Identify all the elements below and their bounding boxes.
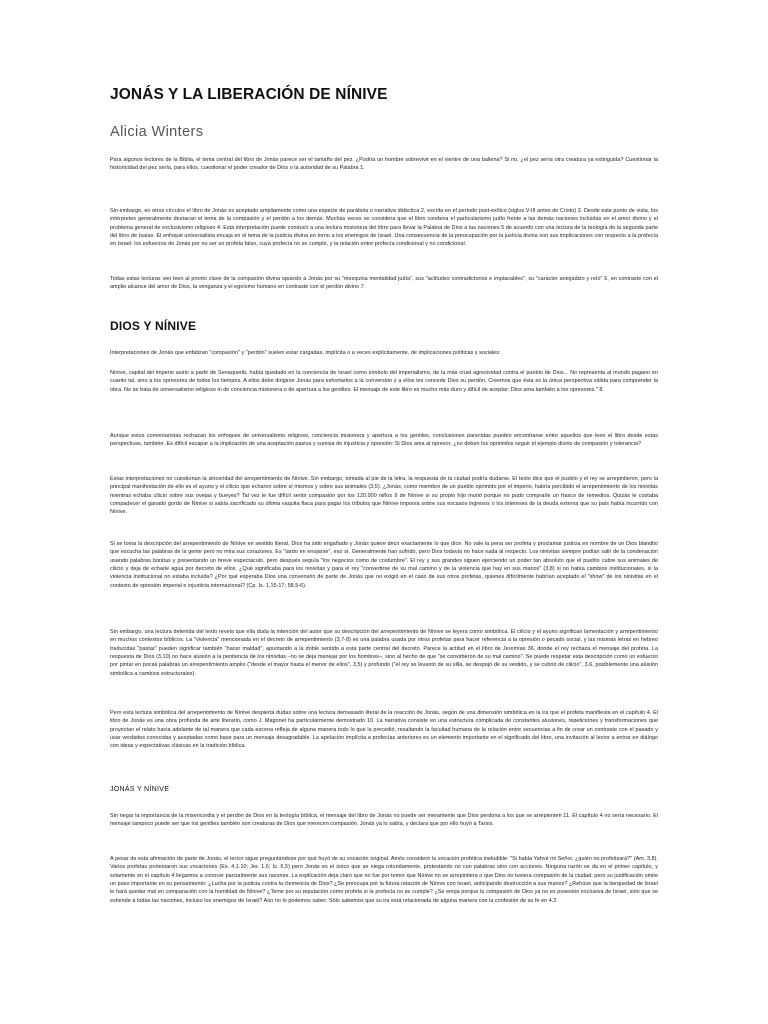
paragraph-repentance: Estas interpretaciones no cuestionan la sinceridad del arrepentimiento de Nínive. Sin embargo, tomada al pie de la letra, la respuesta de la ciudad podría dudarse. El texto dice que el pueblo y el rey se arrepintieron, pero la principal manifestación de ello es el ayuno y el cilicio que echaron sobre sí mismos y sobre sus animales (3,5). ¿Jonás, como miembro de un pueblo oprimido por el imperio, habría percibido el arrepentimiento de los ninivitas mientras echaba cilicio sobre sus ovejas y bueyes? Tal vez le fue difícil sentir compasión por los 120.000 niños 9 de Nínive si su propio hijo murió porque no pudo comprarle un frasco de remedios. Quizás le costaba compadecer el ganado gordo de Nínive si sabía sacrificado su última vaquita flaca para pagar los tributos que Nínive imponía sobre sus escasos ingresos o los intereses de la deuda externa que su país había incurrido con Nínive. — [110, 476, 658, 516]
paragraph-intro: Para algunos lectores de la Biblia, el tema central del libro de Jonás parece ser el tamaño del pez. ¿Podría un hombre sobrevivir en el vientre de una ballena? Si no, ¿el pez sería otra creatura ya extinguida? Cuestionar la historicidad del pez sería, para ellos, cuestionar el poder creador de Dios o la autoridad de su Palabra 1. — [110, 157, 658, 172]
section-heading-jonas-y-ninive: JONÁS Y NÍNIVE — [110, 786, 170, 793]
paragraph-vocation: A pesar de esta afirmación de parte de Jonás, el lector sigue preguntándose por qué huyó de su vocación original. Amós consideró la vocación profética ineludible: "Si habla Yahvé mi Señor, ¿quién no profetizará?" (Am. 3,8). Varios profetas protestaron sus vocaciones (Ex. 4,1.10; Jer. 1,6; Is. 6,5) pero Jonás es el único que se niega rotundamente, protestando no con palabras sino con acciones. Ninguna razón se da en el primer capítulo, y solamente en el capítulo 4 llegamos a conocer parcialmente sus razones. La explicación deja claro que no fue por temor que Nínive no se arrepintiera o que Dios no tuviera compasión de la ciudad, pero su justificación omite un paso importante en su pensamiento: ¿Lucha por la justicia contra la clemencia de Dios? ¿Se preocupa por la futura relación de Nínive con Israel, anticipando destrucción a sus manos? ¿Rehúse que la tierquedad de Israel le hará quedar mal en comparación con la humildad de Nínive? ¿Teme por su reputación como profeta si la profecía no se cumple? ¿Se enoja porque la compasión de Dios ya no es posesión exclusiva de Israel, sino que se extiende a todas las naciones, incluso los enemigos de Israel? Aún no lo podemos saber. Sólo sabemos que su ira está relacionada de alguna manera con la confesión de su fe en 4,2. — [110, 856, 658, 904]
paragraph-commentators: Aunque estos comentaristas rechazan los enfoques de universalismo religioso, conciencia misionera y apertura a los gentiles, conclusiones parecidas pueden encontrarse entre aquellos que leen el libro desde estas perspectivas, también. Es difícil escapar a la implicación de una aceptación pasiva y sumisa de injusticia y opresión: Si Dios ama al opresor, ¿no deben los oprimidos seguir el ejemplo divino de compasión y tolerancia? — [110, 433, 658, 448]
document-title: JONÁS Y LA LIBERACIÓN DE NÍNIVE — [110, 86, 388, 103]
section-heading-dios-y-ninive: DIOS Y NÍNIVE — [110, 319, 197, 333]
paragraph-political: Interpretaciones de Jonás que enfatizan "compasión" y "perdón" suelen estar cargadas, implícita o a veces explícitamente, de implicaciones políticas y sociales: — [110, 350, 501, 356]
paragraph-symbolic-reading: Sin embargo, una lectura detenida del texto revela que ella duda la intención del autor que su descripción del arrepentimiento de Nínive se leyera como simbólica. El cilicio y el ayuno significan lamentación y arrepentimiento en muchos contextos bíblicos. La "violencia" mencionada en el decreto de arrepentimiento (3,7-8) es una palabra usada por otros profetas para hacer referencia a la opresión o pecado social, y las mismas letras en hebreo traducidas "pastar" pueden significar también "hacer maldad", apuntando a la doble sentido a esta parte central del decreto. Parece la actitud en el libro de Jeremías 36, donde el rey rechaza el mensaje del profeta. La respuesta de Dios (3,10) no hace alusión a la penitencia de los ninivitas –no se deja manejar por los hombres–, sino al hecho de que "se convirtieron de su mal camino". Se puede respetar esta descripción como un esfuerzo por pintar en pocas palabras un arrepentimiento amplio ("desde el mayor hasta el menor de ellos", 3,5) y profundo ("el rey se levantó de su silla, se despojó de su vestido, y se cubrió de cilicio", 3,6, posiblemente una alusión simbólica a cambios estructurales). — [110, 629, 658, 677]
paragraph-literal-reading: Si se toma la descripción del arrepentimiento de Nínive en sentido literal, Dios ha sido engañado y Jonás quiere decir exactamente lo que dice. No vale la pena ser profeta y proclamar justicia en nombre de un Dios blandito que escucha las palabras de la gente pero no mira sus corazones. Es "tardo en enojarse", eso sí. Generalmente han sufrido, pero Dios todavía no hace nada al respecto. Los ninivitas siempre podían salir de la condenación usando palabras bonitas y presentando un breve espectáculo, pero después seguía "los negocios como de costumbre". El rey y sus grandes siguen ejerciendo un poder tan absoluto que el pueblo cubre sus animales de cilicio y deja de echarle agua por decreto de ellos. ¿Qué significaba para los ninivitas y para el rey "convertirse de su mal camino y de la violencia que hay en sus manos" (3,8) si no había cambios institucionales, si la violencia institucional no estaba incluida? ¿Por qué esperaba Dios una conversión de parte de Jonás que no exigió en el caso de sus otros profetas, quienes difícilmente habrían aceptado el "show" de los ninivitas en el contexto de opresión imperial e injusticia internacional? (Cp. Is. 1,15-17; 58,5-6). — [110, 541, 658, 589]
paragraph-interpretations: Sin embargo, en otros círculos el libro de Jonás es aceptado ampliamente como una especie de parábola o narrativa didáctica 2, escrita en el período post-exílico (siglos V-III antes de Cristo) 3. Desde este punto de vista, los intérpretes generalmente destacan el tema de la compasión y el perdón a los demás. Muchas veces se considera que el libro condena el particularismo judío frente a las demás naciones incluidas en el amor divino y el problema general de exclusivismo religioso 4. Esta interpretación puede conducir a una lectura misionera del libro para llevar la Palabra de Dios a las naciones 5 de acuerdo con una lectura de la teología de la segunda parte del libro de Isaías. El enfoque universalista encaja en el tema de la justicia divina en torno a los enemigos de Israel. Una consecuencia de la preocupación por la justicia divina son sus implicaciones con respecto a la profecía en Israel: los esfuerzos de Jonás por no ser un profeta falso, cuya profecía no se cumple, y la relación entre profecía condicional y no condicional. — [110, 208, 658, 248]
paragraph-readings: Todas estas lecturas ven leen al pronto clave de la compasión divina opuesto a Jonás por su "mezquina mentalidad judía", sus "actitudes contradictorios e implacables", su "carácter antojadizo y reío" 6, en contraste con el amplio alcance del amor de Dios, la venganza y el egoísmo humano en contraste con el perdón divino 7. — [110, 276, 658, 291]
paragraph-ninive-capital: Nínive, capital del imperio asirio a partir de Senaquerib, había quedado en la conciencia de Israel como símbolo del imperialismo, de la más cruel agresividad contra el pueblo de Dios... No representa al mundo pagano en cuanto tal, sino a los opresores de todos los tiempos. A ellos debe dirigirse Jonás para exhortarlos a la conversión y a ellos les concede Dios su perdón. Creemos que ésta es la única perspectiva válida para comprender la obra. No se trata de universalismo religioso ni de conciencia misionera o de apertura a los gentiles. El mensaje de este libro es mucho más duro y difícil de aceptar: Dios ama también a los opresores." 8. — [110, 370, 658, 393]
paragraph-literary-art: Pero esta lectura simbólica del arrepentimiento de Nínive despierta dudas sobre una lectura demasiado literal de la reacción de Jonás, según de una dimensión simbólica en la ira que el profeta manifiesta en el capítulo 4. El libro de Jonás es una obra profunda de arte literario, como J. Magonet ha particularmente demostrado 10. La narrativa consiste en una estructura complicada de constantes alusiones, repeticiones y transformaciones que proyectan el relato hacia adelante de tal manera que cada escena refleja de alguna manera todo lo que la precedió, resaltando la facultad humana de la relación entre secuencias a fin de crear un contraste con el pasado y usar verdades conocidas y aceptadas como base para un mensaje desagradable. La apelación implícita a profecías anteriores es un elemento importante en el significado del libro, una invitación al lector a entrar en diálogo con ideas y expectativas clásicas en la tradición bíblica. — [110, 710, 658, 750]
author-name: Alicia Winters — [110, 124, 204, 140]
paragraph-mercy: Sin negar la importancia de la misericordia y el perdón de Dios en la teología bíblica, el mensaje del libro de Jonás no puede ser meramente que Dios perdona a los que se arrepienten 11. El capítulo 4 no sería necesario. El mensaje tampoco puede ser que los gentiles también son creaturas de Dios que merecen compasión. Jonás ya lo sabía, y declara que por ello huyó a Tarsis. — [110, 813, 658, 828]
